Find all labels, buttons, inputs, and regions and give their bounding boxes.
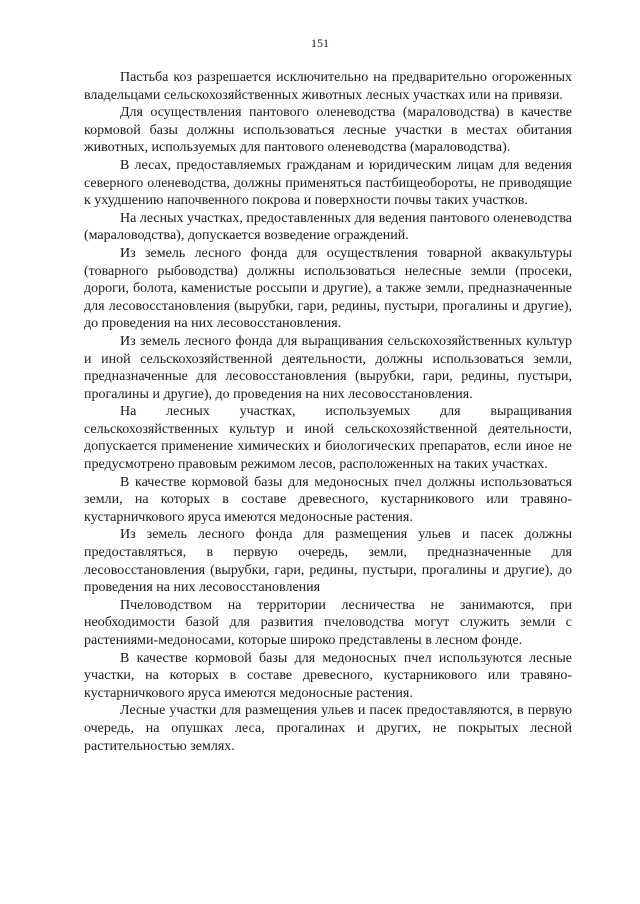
paragraph: В качестве кормовой базы для медоносных пчел используются лесные участки, на которых в составе древесного, кустарникового или травяно-кустарничкового яруса имеются медоносные растения. — [84, 650, 572, 701]
paragraph: В качестве кормовой базы для медоносных пчел должны использоваться земли, на которых в составе древесного, кустарникового или травяно-кустарничкового яруса имеются медоносные растения. — [84, 474, 572, 525]
paragraph: В лесах, предоставляемых гражданам и юридическим лицам для ведения северного оленеводства, должны применяться пастбищеобороты, не приводящие к ухудшению напочвенного покрова и поверхности почвы таких участков. — [84, 157, 572, 209]
page-number: 151 — [311, 36, 329, 50]
paragraph: Из земель лесного фонда для выращивания сельскохозяйственных культур и иной сельскохозяйственной деятельности, должны использоваться земли, предназначенные для лесовосстановления (вырубки, гари, редины, пустыри, прогалины и другие), до проведения на них лесовосстановления. — [84, 333, 572, 402]
paragraph: Для осуществления пантового оленеводства (мараловодства) в качестве кормовой базы должны использоваться лесные участки в местах обитания животных, используемых для пантового оленеводства (мараловодства). — [84, 105, 572, 156]
paragraph: Лесные участки для размещения ульев и пасек предоставляются, в первую очередь, на опушках леса, прогалинах и других, не покрытых лесной растительностью землях. — [84, 703, 572, 754]
paragraph: Пчеловодством на территории лесничества не занимаются, при необходимости базой для развития пчеловодства могут служить земли с растениями-медоносами, которые широко представлены в лесном фонде. — [84, 597, 572, 648]
paragraph: Пастьба коз разрешается исключительно на предварительно огороженных владельцами сельскохозяйственных животных лесных участках или на привязи. — [84, 70, 572, 103]
paragraph: На лесных участках, используемых для выращивания сельскохозяйственных культур и иной сельскохозяйственной деятельности, допускается применение химических и биологических препаратов, если иное не предусмотрено правовым режимом лесов, расположенных на таких участках. — [84, 404, 572, 473]
body-text — [84, 69, 572, 755]
paragraph: На лесных участках, предоставленных для ведения пантового оленеводства (мараловодства), допускается возведение ограждений. — [84, 210, 572, 244]
paragraph: Из земель лесного фонда для осуществления товарной аквакультуры (товарного рыбоводства) должны использоваться нелесные земли (просеки, дороги, болота, каменистые россыпи и другие), а также земли, предназначенные для лесовосстановления (вырубки, гари, редины, пустыри, прогалины и другие), до проведения на них лесовосстановления. — [84, 245, 572, 332]
paragraph: Из земель лесного фонда для размещения ульев и пасек должны предоставляться, в первую очередь, земли, предназначенные для лесовосстановления (вырубки, гари, редины, пустыри, прогалины и другие), до проведения на них лесовосстановления — [84, 527, 572, 596]
